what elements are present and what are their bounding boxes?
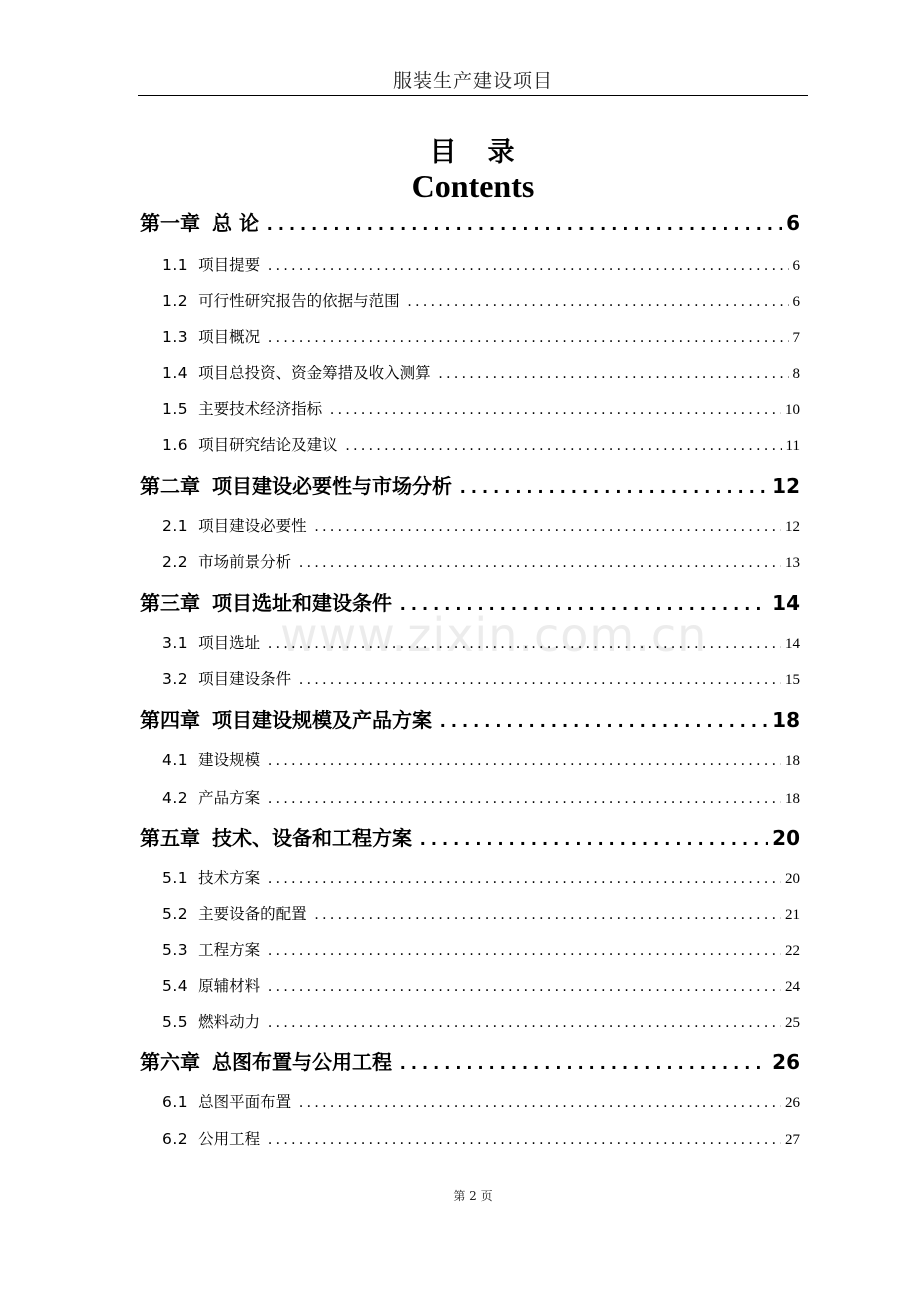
toc-section-entry[interactable] [162, 974, 800, 996]
toc-entry-number: 5.3 [162, 941, 189, 959]
toc-section-entry[interactable] [162, 748, 800, 770]
toc-section-entry[interactable] [162, 361, 800, 383]
toc-chapter-entry[interactable] [140, 207, 800, 236]
toc-entry-number: 4.1 [162, 751, 189, 769]
toc-section-entry[interactable] [162, 1127, 800, 1149]
toc-entry-label: 总 论 [212, 211, 259, 235]
toc-dot-leader [315, 518, 781, 536]
toc-page-number: 22 [785, 943, 800, 959]
toc-page-number: 18 [772, 708, 800, 732]
toc-section-entry[interactable] [162, 550, 800, 572]
running-header: 服装生产建设项目 [392, 70, 553, 92]
toc-dot-leader [268, 1131, 781, 1149]
toc-chapter-entry[interactable] [140, 470, 800, 499]
toc-dot-leader [400, 593, 768, 616]
page-number-footer: 第 2 页 [453, 1189, 493, 1203]
toc-entry-label: 建设规模 [198, 751, 261, 769]
toc-page-number: 20 [785, 871, 800, 887]
toc-dot-leader [299, 671, 781, 689]
toc-entry-number: 5.2 [162, 905, 189, 923]
toc-dot-leader [299, 554, 781, 572]
toc-entry-number: 1.4 [162, 364, 189, 382]
toc-dot-leader [346, 437, 782, 455]
toc-entry-label: 总图平面布置 [198, 1093, 292, 1111]
toc-dot-leader [439, 365, 789, 383]
toc-page-number: 11 [785, 438, 800, 454]
toc-entry-label: 项目建设条件 [198, 670, 292, 688]
toc-entry-label: 市场前景分析 [198, 553, 292, 571]
toc-dot-leader [268, 942, 781, 960]
toc-dot-leader [268, 635, 781, 653]
toc-entry-number: 5.1 [162, 869, 189, 887]
toc-dot-leader [400, 1052, 768, 1075]
toc-entry-number: 2.1 [162, 517, 189, 535]
toc-entry-label: 工程方案 [198, 941, 261, 959]
toc-dot-leader [268, 1014, 781, 1032]
toc-entry-number: 5.4 [162, 977, 189, 995]
toc-entry-label: 技术、设备和工程方案 [212, 826, 412, 850]
toc-entry-number: 2.2 [162, 553, 189, 571]
toc-entry-label: 主要技术经济指标 [198, 400, 323, 418]
toc-title-english: Contents [411, 168, 535, 204]
toc-page-number: 26 [785, 1095, 800, 1111]
toc-entry-number: 第五章 [140, 826, 200, 850]
toc-page-number: 12 [785, 519, 800, 535]
toc-page-number: 13 [785, 555, 800, 571]
toc-section-entry[interactable] [162, 786, 800, 808]
toc-section-entry[interactable] [162, 397, 800, 419]
toc-dot-leader [330, 401, 781, 419]
toc-dot-leader [299, 1094, 781, 1112]
toc-section-entry[interactable] [162, 1010, 800, 1032]
toc-section-entry[interactable] [162, 866, 800, 888]
toc-entry-number: 1.6 [162, 436, 189, 454]
toc-dot-leader [408, 293, 789, 311]
toc-entry-label: 项目选址 [198, 634, 261, 652]
toc-section-entry[interactable] [162, 433, 800, 455]
toc-dot-leader [267, 213, 782, 236]
toc-section-entry[interactable] [162, 325, 800, 347]
toc-entry-number: 第三章 [140, 591, 200, 615]
toc-section-entry[interactable] [162, 514, 800, 536]
toc-chapter-entry[interactable] [140, 704, 800, 733]
toc-page-number: 7 [792, 330, 800, 346]
toc-entry-label: 项目建设必要性与市场分析 [212, 474, 452, 498]
toc-entry-label: 技术方案 [198, 869, 261, 887]
toc-page-number: 14 [785, 636, 800, 652]
toc-page-number: 20 [772, 826, 800, 850]
toc-entry-label: 可行性研究报告的依据与范围 [198, 292, 400, 310]
toc-entry-number: 3.1 [162, 634, 189, 652]
toc-dot-leader [268, 790, 781, 808]
toc-chapter-entry[interactable] [140, 587, 800, 616]
toc-entry-label: 项目建设规模及产品方案 [212, 708, 432, 732]
toc-entry-number: 第二章 [140, 474, 200, 498]
toc-entry-label: 产品方案 [198, 789, 261, 807]
toc-dot-leader [268, 329, 788, 347]
toc-section-entry[interactable] [162, 253, 800, 275]
toc-page-number: 6 [792, 294, 800, 310]
watermark: www.zixin.com.cn [280, 608, 708, 662]
toc-entry-label: 燃料动力 [198, 1013, 261, 1031]
toc-page-number: 25 [785, 1015, 800, 1031]
toc-entry-number: 3.2 [162, 670, 189, 688]
toc-chapter-entry[interactable] [140, 1046, 800, 1075]
toc-dot-leader [268, 257, 788, 275]
toc-section-entry[interactable] [162, 667, 800, 689]
toc-entry-label: 项目总投资、资金筹措及收入测算 [198, 364, 431, 382]
toc-dot-leader [268, 978, 781, 996]
toc-entry-number: 第六章 [140, 1050, 200, 1074]
toc-page-number: 6 [792, 258, 800, 274]
toc-entry-number: 4.2 [162, 789, 189, 807]
toc-entry-label: 项目提要 [198, 256, 261, 274]
toc-entry-label: 项目概况 [198, 328, 261, 346]
toc-page-number: 12 [772, 474, 800, 498]
toc-section-entry[interactable] [162, 631, 800, 653]
toc-page-number: 8 [792, 366, 800, 382]
toc-page-number: 14 [772, 591, 800, 615]
toc-section-entry[interactable] [162, 902, 800, 924]
toc-entry-number: 5.5 [162, 1013, 189, 1031]
toc-entry-number: 1.2 [162, 292, 189, 310]
toc-entry-label: 总图布置与公用工程 [212, 1050, 392, 1074]
toc-page-number: 15 [785, 672, 800, 688]
toc-entry-number: 6.2 [162, 1130, 189, 1148]
toc-section-entry[interactable] [162, 289, 800, 311]
toc-page-number: 18 [785, 753, 800, 769]
toc-chapter-entry[interactable] [140, 822, 800, 851]
toc-entry-number: 1.1 [162, 256, 189, 274]
toc-section-entry[interactable] [162, 1090, 800, 1112]
toc-entry-label: 原辅材料 [198, 977, 261, 995]
toc-page-number: 27 [785, 1132, 800, 1148]
toc-dot-leader [268, 752, 781, 770]
toc-page-number: 10 [785, 402, 800, 418]
toc-entry-label: 主要设备的配置 [198, 905, 307, 923]
toc-page-number: 26 [772, 1050, 800, 1074]
toc-page-number: 18 [785, 791, 800, 807]
toc-dot-leader [420, 828, 768, 851]
toc-dot-leader [440, 710, 768, 733]
toc-section-entry[interactable] [162, 938, 800, 960]
toc-entry-number: 第一章 [140, 211, 200, 235]
toc-dot-leader [315, 906, 781, 924]
toc-entry-label: 项目选址和建设条件 [212, 591, 392, 615]
toc-entry-number: 6.1 [162, 1093, 189, 1111]
toc-entry-label: 公用工程 [198, 1130, 261, 1148]
toc-dot-leader [268, 870, 781, 888]
toc-entry-label: 项目研究结论及建议 [198, 436, 338, 454]
toc-entry-number: 1.3 [162, 328, 189, 346]
toc-page-number: 21 [785, 907, 800, 923]
toc-entry-number: 第四章 [140, 708, 200, 732]
toc-page-number: 6 [786, 211, 800, 235]
toc-page-number: 24 [785, 979, 800, 995]
toc-entry-number: 1.5 [162, 400, 189, 418]
toc-dot-leader [460, 476, 768, 499]
toc-entry-label: 项目建设必要性 [198, 517, 307, 535]
toc-title-chinese: 目 录 [429, 137, 517, 168]
